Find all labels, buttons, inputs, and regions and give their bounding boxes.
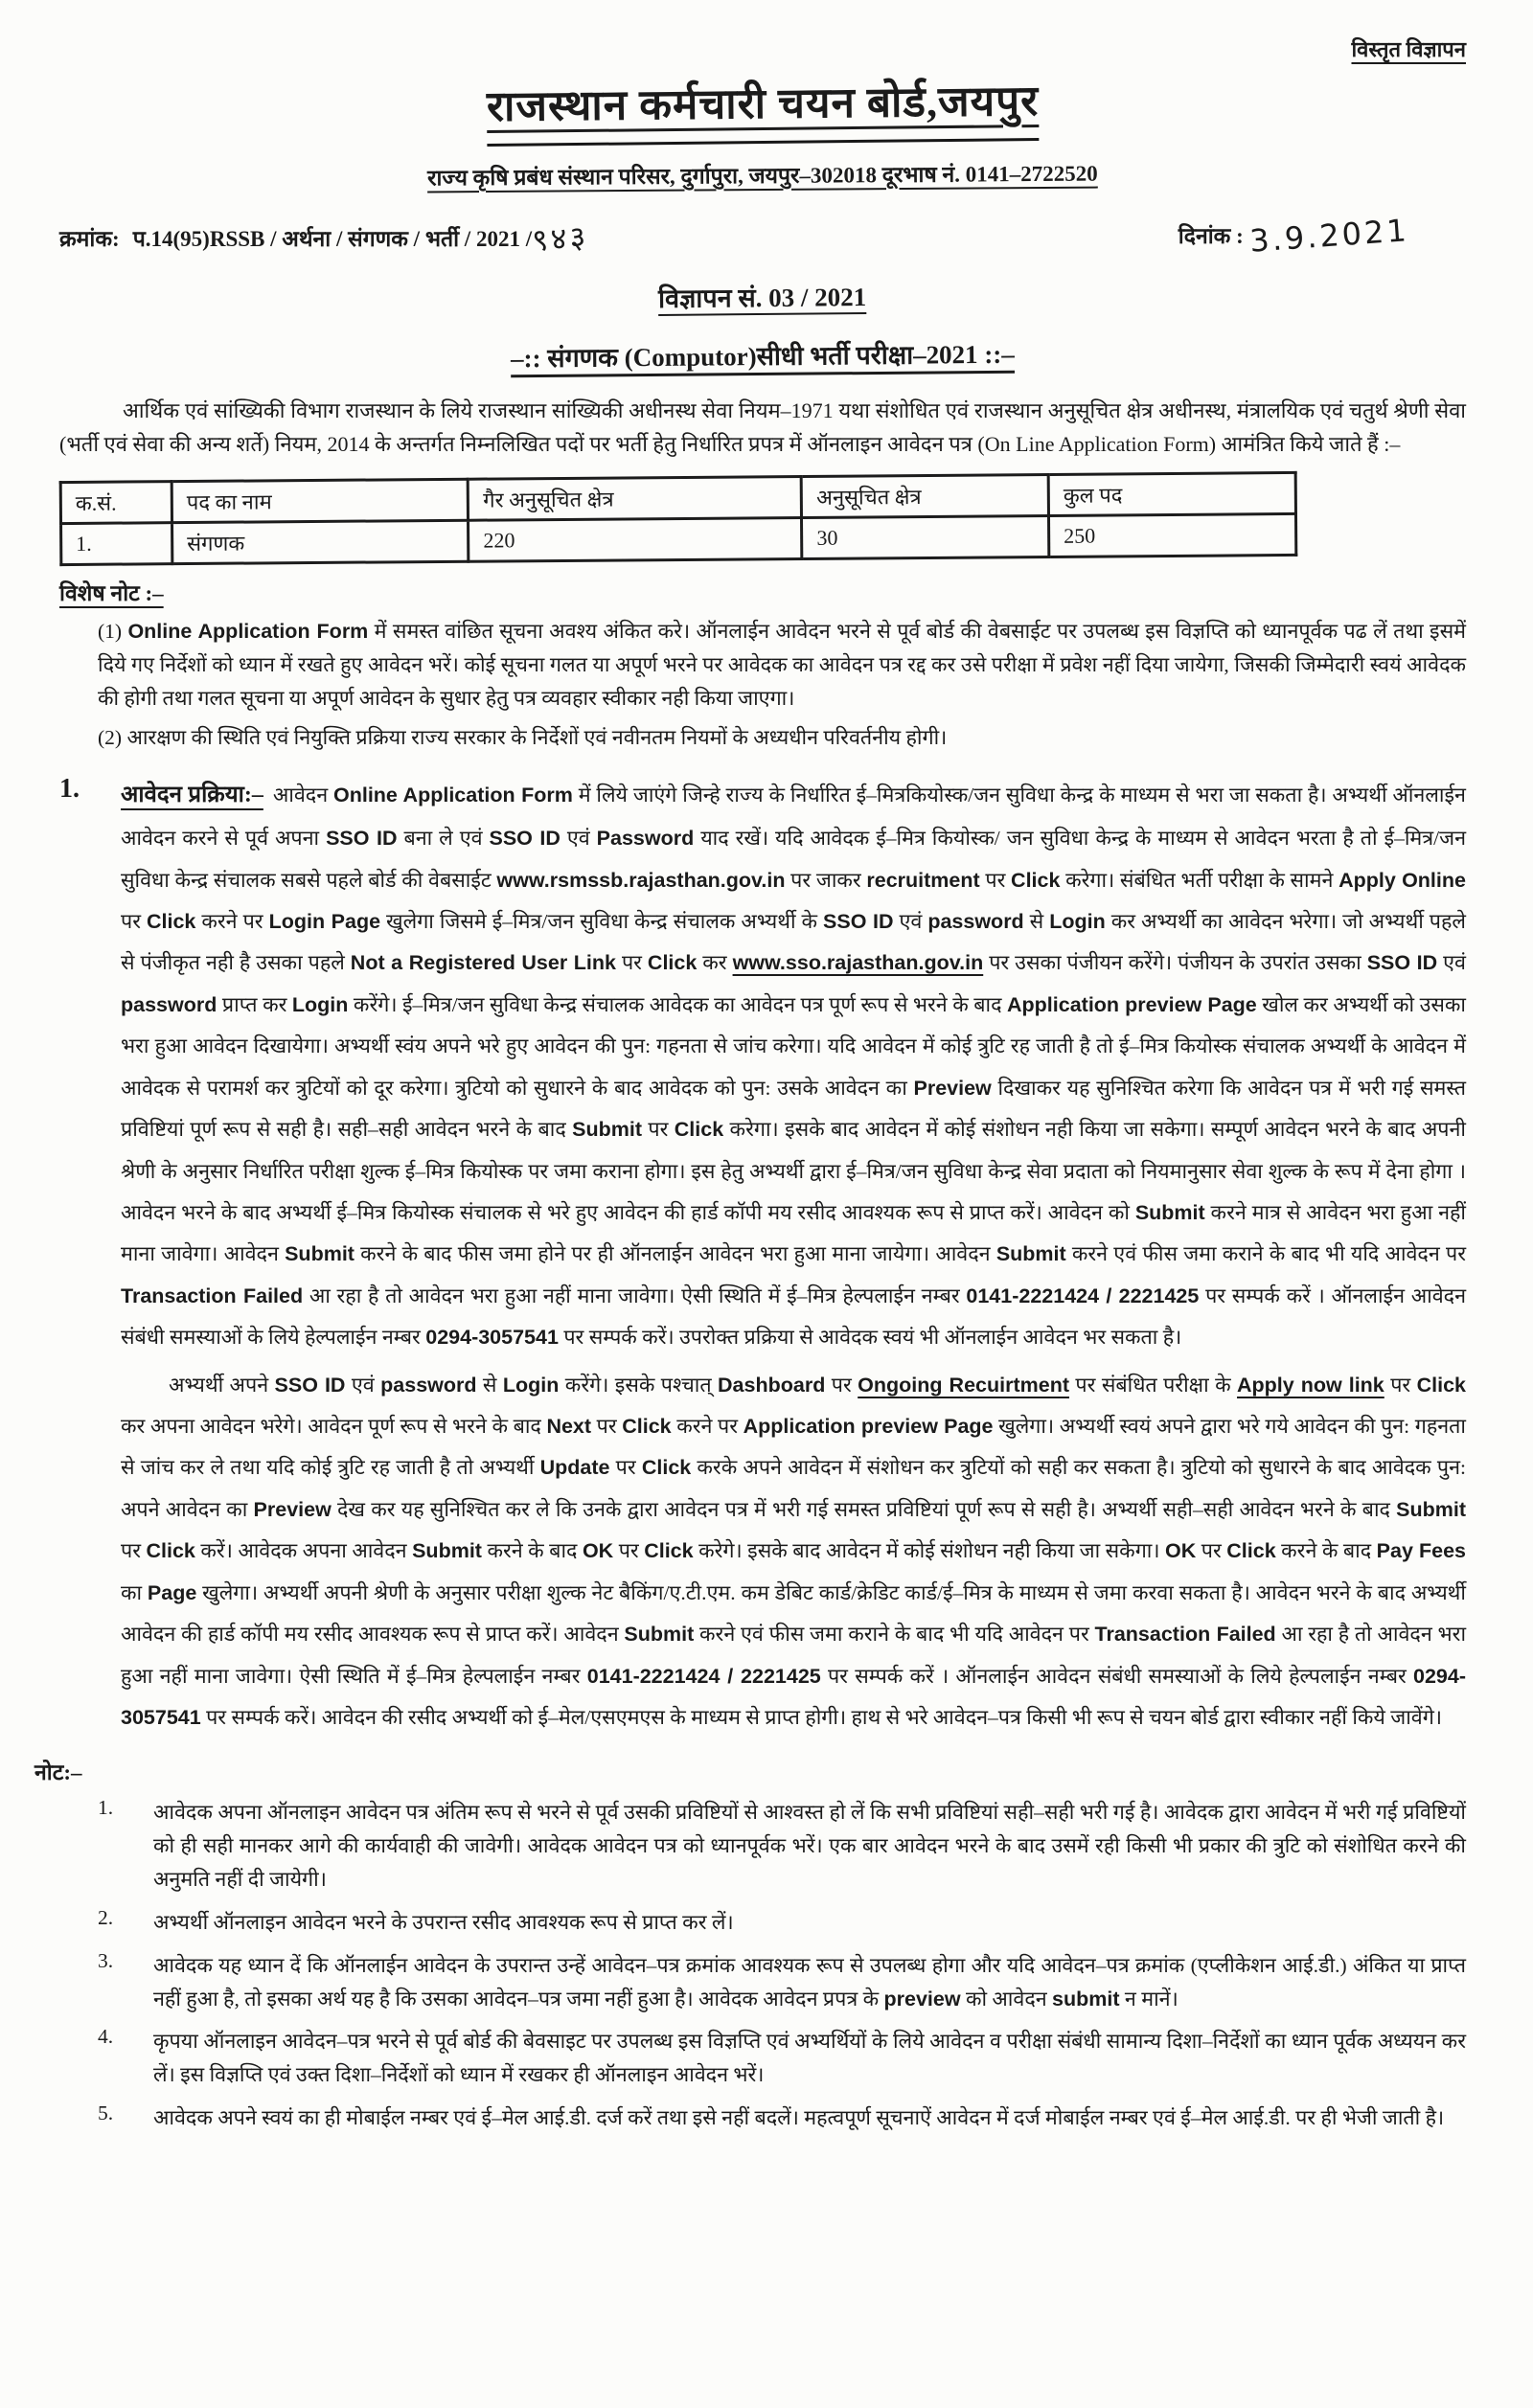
date-handwritten: 3.9.2021 bbox=[1247, 212, 1410, 260]
special-note-item-1 bbox=[98, 615, 1466, 715]
cell-serial-no: 1. bbox=[61, 523, 172, 565]
table-row bbox=[61, 514, 1296, 565]
note-item-4 bbox=[98, 2025, 1466, 2092]
cell-post-name: संगणक bbox=[172, 521, 469, 564]
header-non-scheduled-area: गैर अनुसूचित क्षेत्र bbox=[468, 477, 801, 521]
intro-paragraph: आर्थिक एवं सांख्यिकी विभाग राजस्थान के लिये राजस्थान सांख्यिकी अधीनस्थ सेवा नियम–1971 यथा संशोधित एवं राजस्थान अनुसूचित क्षेत्र अधीनस्थ, मंत्रालयिक एवं चतुर्थ श्रेणी सेवा (भर्ती एवं सेवा की अन्य शर्ते) नियम, 2014 के अन्तर्गत निम्नलिखित पदों पर भर्ती हेतु निर्धारित प्रपत्र में ऑनलाइन आवेदन पत्र (On Line Application Form) आमंत्रित किये जाते हैं :– bbox=[59, 398, 1466, 457]
note-item-1-number: 1. bbox=[98, 1796, 114, 1820]
note-item-1-text: आवेदक अपना ऑनलाइन आवेदन पत्र अंतिम रूप से भरने से पूर्व उसकी प्रविष्टियों से आश्वस्त हो लें कि सभी प्रविष्टियां सही–सही भरी गई है। आवेदक द्वारा आवेदन में भरी गई प्रविष्टियों को ही सही मानकर आगे की कार्यवाही की जावेगी। आवेदक आवेदन पत्र को ध्यानपूर्वक भरें। एक बार आवेदन भरने के बाद उसमें रही किसी भी प्रकार की त्रुटि को संशोधित करने की अनुमति नहीं दी जायेगी। bbox=[153, 1801, 1466, 1892]
detailed-advertisement-note bbox=[59, 34, 1466, 63]
note-item-2-text: अभ्यर्थी ऑनलाइन आवेदन भरने के उपरान्त रसीद आवश्यक रूप से प्राप्त कर लें। bbox=[153, 1910, 734, 1934]
special-note-item-1-number: (1) bbox=[98, 620, 123, 644]
special-note-item-2-number: (2) bbox=[98, 725, 123, 749]
note-item-5 bbox=[98, 2101, 1466, 2135]
header-total-posts: कुल पद bbox=[1048, 473, 1295, 516]
cell-scheduled-area: 30 bbox=[802, 516, 1049, 559]
header-post-name: पद का नाम bbox=[172, 480, 469, 523]
special-note-heading-text: विशेष नोट :– bbox=[59, 581, 164, 606]
date-label: दिनांक : bbox=[1178, 224, 1244, 248]
application-process-label: आवेदन प्रक्रिया:– bbox=[121, 782, 263, 807]
reference-number-line bbox=[59, 215, 590, 260]
note-item-5-text: आवेदक अपने स्वयं का ही मोबाईल नम्बर एवं ई–मेल आई.डी. दर्ज करें तथा इसे नहीं बदलें। महत्वपूर्ण सूचनाऐं आवेदन में दर्ज मोबाईल नम्बर एवं ई–मेल आई.डी. पर ही भेजी जाती है। bbox=[153, 2106, 1445, 2130]
cell-total-posts: 250 bbox=[1049, 514, 1296, 557]
advertisement-number-heading: विज्ञापन सं. 03 / 2021 bbox=[658, 283, 867, 313]
special-note-item-2 bbox=[98, 721, 1466, 755]
note-item-2-number: 2. bbox=[98, 1905, 114, 1929]
note-item-4-text: कृपया ऑनलाइन आवेदन–पत्र भरने से पूर्व बोर्ड की बेवसाइट पर उपलब्ध इस विज्ञप्ति एवं अभ्यर्थियों के लिये आवेदन व परीक्षा संबंधी सामान्य दिशा–निर्देशों का ध्यान पूर्वक अध्ययन कर लें। इस विज्ञप्ति एवं उक्त दिशा–निर्देशों को ध्यान में रखकर ही ऑनलाइन आवेदन भरें। bbox=[153, 2030, 1466, 2087]
date-line bbox=[1178, 212, 1410, 260]
application-process-section bbox=[59, 772, 1466, 1739]
special-note-item-2-text: आरक्षण की स्थिति एवं नियुक्ति प्रक्रिया राज्य सरकार के निर्देशों एवं नवीनतम नियमों के अध्यधीन परिवर्तनीय होगी। bbox=[126, 725, 948, 749]
vacancy-table bbox=[59, 471, 1297, 566]
header-serial-no: क.सं. bbox=[60, 482, 172, 524]
cell-non-scheduled-area: 220 bbox=[469, 518, 802, 562]
note-item-1 bbox=[98, 1796, 1466, 1896]
reference-number: प.14(95)RSSB / अर्थना / संगणक / भर्ती / 2021 / bbox=[132, 227, 533, 251]
note-item-3-text: आवेदक यह ध्यान दें कि ऑनलाईन आवेदन के उपरान्त उन्हें आवेदन–पत्र क्रमांक आवश्यक रूप से उपलब्ध होगा और यदि आवेदन–पत्र क्रमांक (एप्लीकेशन आई.डी.) अंकित या प्राप्त नहीं हुआ है, तो इसका अर्थ यह है कि उसका आवेदन–पत्र जमा नहीं हुआ है। आवेदक आवेदन प्रपत्र के preview को आवेदन submit न मानें। bbox=[153, 1953, 1466, 2010]
application-process-number: 1. bbox=[59, 773, 80, 804]
note-item-3-number: 3. bbox=[98, 1948, 114, 1972]
detailed-advertisement-label: विस्तृत विज्ञापन bbox=[1351, 37, 1466, 61]
reference-label: क्रमांक: bbox=[59, 227, 120, 251]
application-process-text-1: आवेदन Online Application Form में लिये जाएंगे जिन्हे राज्य के निर्धारित ई–मित्रकियोस्क/जन सुविधा केन्द्र के माध्यम से भरा जा सकता है। अभ्यर्थी ऑनलाईन आवेदन करने से पूर्व अपना SSO ID बना ले एवं SSO ID एवं Password याद रखें। यदि आवेदक ई–मित्र कियोस्क/ जन सुविधा केन्द्र के माध्यम से आवेदन भरता है तो ई–मित्र/जन सुविधा केन्द्र संचालक सबसे पहले बोर्ड की वेबसाईट www.rsmssb.rajasthan.gov.in पर जाकर recruitment पर Click करेगा। संबंधित भर्ती परीक्षा के सामने Apply Online पर Click करने पर Login Page खुलेगा जिसमे ई–मित्र/जन सुविधा केन्द्र संचालक अभ्यर्थी के SSO ID एवं password से Login कर अभ्यर्थी का आवेदन भरेगा। जो अभ्यर्थी पहले से पंजीकृत नही है उसका पहले Not a Registered User Link पर Click कर www.sso.rajasthan.gov.in पर उसका पंजीयन करेंगे। पंजीयन के उपरांत उसका SSO ID एवं password प्राप्त कर Login करेंगे। ई–मित्र/जन सुविधा केन्द्र संचालक आवेदक का आवेदन पत्र पूर्ण रूप से भरने के बाद Application preview Page खोल कर अभ्यर्थी को उसका भरा हुआ आवेदन दिखायेगा। अभ्यर्थी स्वंय अपने भरे हुए आवेदन की पुन: गहनता से जांच करेगा। यदि आवेदन में कोई त्रुटि रह जाती है तो ई–मित्र कियोस्क संचालक अभ्यर्थी के आवेदन में आवेदक से परामर्श कर त्रुटियों को दूर करेगा। त्रुटियो को सुधारने के बाद आवेदक को पुन: उसके आवेदन का Preview दिखाकर यह सुनिश्चित करेगा कि आवेदन पत्र में भरी गई समस्त प्रविष्टियां पूर्ण रूप से सही है। सही–सही आवेदन भरने के बाद Submit पर Click करेगा। इसके बाद आवेदन में कोई संशोधन नही किया जा सकेगा। सम्पूर्ण आवेदन भरने के बाद अपनी श्रेणी के अनुसार निर्धारित परीक्षा शुल्क ई–मित्र कियोस्क पर जमा कराना होगा। इस हेतु अभ्यर्थी द्वारा ई–मित्र/जन सुविधा केन्द्र सेवा प्रदाता को नियमानुसार सेवा शुल्क के रूप में देना होगा । आवेदन भरने के बाद अभ्यर्थी ई–मित्र कियोस्क संचालक से भरे हुए आवेदन की हार्ड कॉपी मय रसीद आवश्यक रूप से प्राप्त करें। आवेदन को Submit करने मात्र से आवेदन भरा हुआ नहीं माना जावेगा। आवेदन Submit करने के बाद फीस जमा होने पर ही ऑनलाईन आवेदन भरा हुआ माना जायेगा। आवेदन Submit करने एवं फीस जमा कराने के बाद भी यदि आवेदन पर Transaction Failed आ रहा है तो आवेदन भरा हुआ नहीं माना जावेगा। ऐसी स्थिति में ई–मित्र हेल्पलाईन नम्बर 0141-2221424 / 2221425 पर सम्पर्क करें । ऑनलाईन आवेदन संबंधी समस्याओं के लिये हेल्पलाईन नम्बर 0294-3057541 पर सम्पर्क करें। उपरोक्त प्रक्रिया से आवेदक स्वयं भी ऑनलाईन आवेदन भर सकता है। bbox=[121, 783, 1467, 1350]
board-address: राज्य कृषि प्रबंध संस्थान परिसर, दुर्गापुरा, जयपुर–302018 दूरभाष नं. 0141–2722520 bbox=[427, 161, 1098, 191]
special-note-item-1-text: Online Application Form में समस्त वांछित सूचना अवश्य अंकित करे। ऑनलाईन आवेदन भरने से पूर्व बोर्ड की वेबसाईट पर उपलब्ध इस विज्ञप्ति को ध्यानपूर्वक पढ लें तथा इसमें दिये गए निर्देशों को ध्यान में रखते हुए आवेदन भरें। कोई सूचना गलत या अपूर्ण भरने पर आवेदक का आवेदन पत्र रद्द कर उसे परीक्षा में प्रवेश नहीं दिया जायेगा, जिसकी जिम्मेदारी स्वयं आवेदक की होगी तथा गलत सूचना या अपूर्ण आवेदन के सुधार हेतु पत्र व्यवहार स्वीकार नही किया जाएगा। bbox=[98, 620, 1466, 711]
notes-heading: नोट:– bbox=[34, 1761, 82, 1785]
header-scheduled-area: अनुसूचित क्षेत्र bbox=[801, 475, 1048, 518]
application-process-paragraph-1 bbox=[121, 772, 1466, 1359]
exam-title-heading: –:: संगणक (Computor)सीधी भर्ती परीक्षा–2021 ::– bbox=[510, 339, 1016, 374]
application-process-paragraph-2: अभ्यर्थी अपने SSO ID एवं password से Login करेंगे। इसके पश्चात् Dashboard पर Ongoing Recuirtment पर संबंधित परीक्षा के Apply now link पर Click कर अपना आवेदन भरेगे। आवेदन पूर्ण रूप से भरने के बाद Next पर Click करने पर Application preview Page खुलेगा। अभ्यर्थी स्वयं अपने द्वारा भरे गये आवेदन की पुन: गहनता से जांच कर ले तथा यदि कोई त्रुटि रह जाती है तो अभ्यर्थी Update पर Click करके अपने आवेदन में संशोधन कर त्रुटियों को सही कर सकता है। त्रुटियो को सुधारने के बाद आवेदक पुन: अपने आवेदन का Preview देख कर यह सुनिश्चित कर ले कि उनके द्वारा आवेदन पत्र में भरी गई समस्त प्रविष्टियां पूर्ण रूप से सही है। अभ्यर्थी सही–सही आवेदन भरने के बाद Submit पर Click करें। आवेदक अपना आवेदन Submit करने के बाद OK पर Click करेगे। इसके बाद आवेदन में कोई संशोधन नही किया जा सकेगा। OK पर Click करने के बाद Pay Fees का Page खुलेगा। अभ्यर्थी अपनी श्रेणी के अनुसार परीक्षा शुल्क नेट बैकिंग/ए.टी.एम. कम डेबिट कार्ड/क्रेडिट कार्ड/ई–मित्र के माध्यम से जमा करवा सकता है। आवेदन भरने के बाद अभ्यर्थी आवेदन की हार्ड कॉपी मय रसीद आवश्यक रूप से प्राप्त करें। आवेदन Submit करने एवं फीस जमा कराने के बाद भी यदि आवेदन पर Transaction Failed आ रहा है तो आवेदन भरा हुआ नहीं माना जावेगा। ऐसी स्थिति में ई–मित्र हेल्पलाईन नम्बर 0141-2221424 / 2221425 पर सम्पर्क करें । ऑनलाईन आवेदन संबंधी समस्याओं के लिये हेल्पलाईन नम्बर 0294-3057541 पर सम्पर्क करें। आवेदन की रसीद अभ्यर्थी को ई–मेल/एसएमएस के माध्यम से प्राप्त होगी। हाथ से भरे आवेदन–पत्र किसी भी रूप से चयन बोर्ड द्वारा स्वीकार नहीं किये जावेंगे। bbox=[121, 1373, 1467, 1730]
page-title: राजस्थान कर्मचारी चयन बोर्ड,जयपुर bbox=[487, 70, 1040, 147]
note-item-2 bbox=[98, 1906, 1466, 1940]
note-item-5-number: 5. bbox=[98, 2101, 114, 2125]
reference-number-handwritten: ९४३ bbox=[531, 217, 590, 260]
special-note-heading bbox=[59, 577, 1466, 607]
note-item-4-number: 4. bbox=[98, 2025, 114, 2049]
reference-row bbox=[59, 212, 1466, 260]
note-item-3 bbox=[98, 1949, 1466, 2016]
